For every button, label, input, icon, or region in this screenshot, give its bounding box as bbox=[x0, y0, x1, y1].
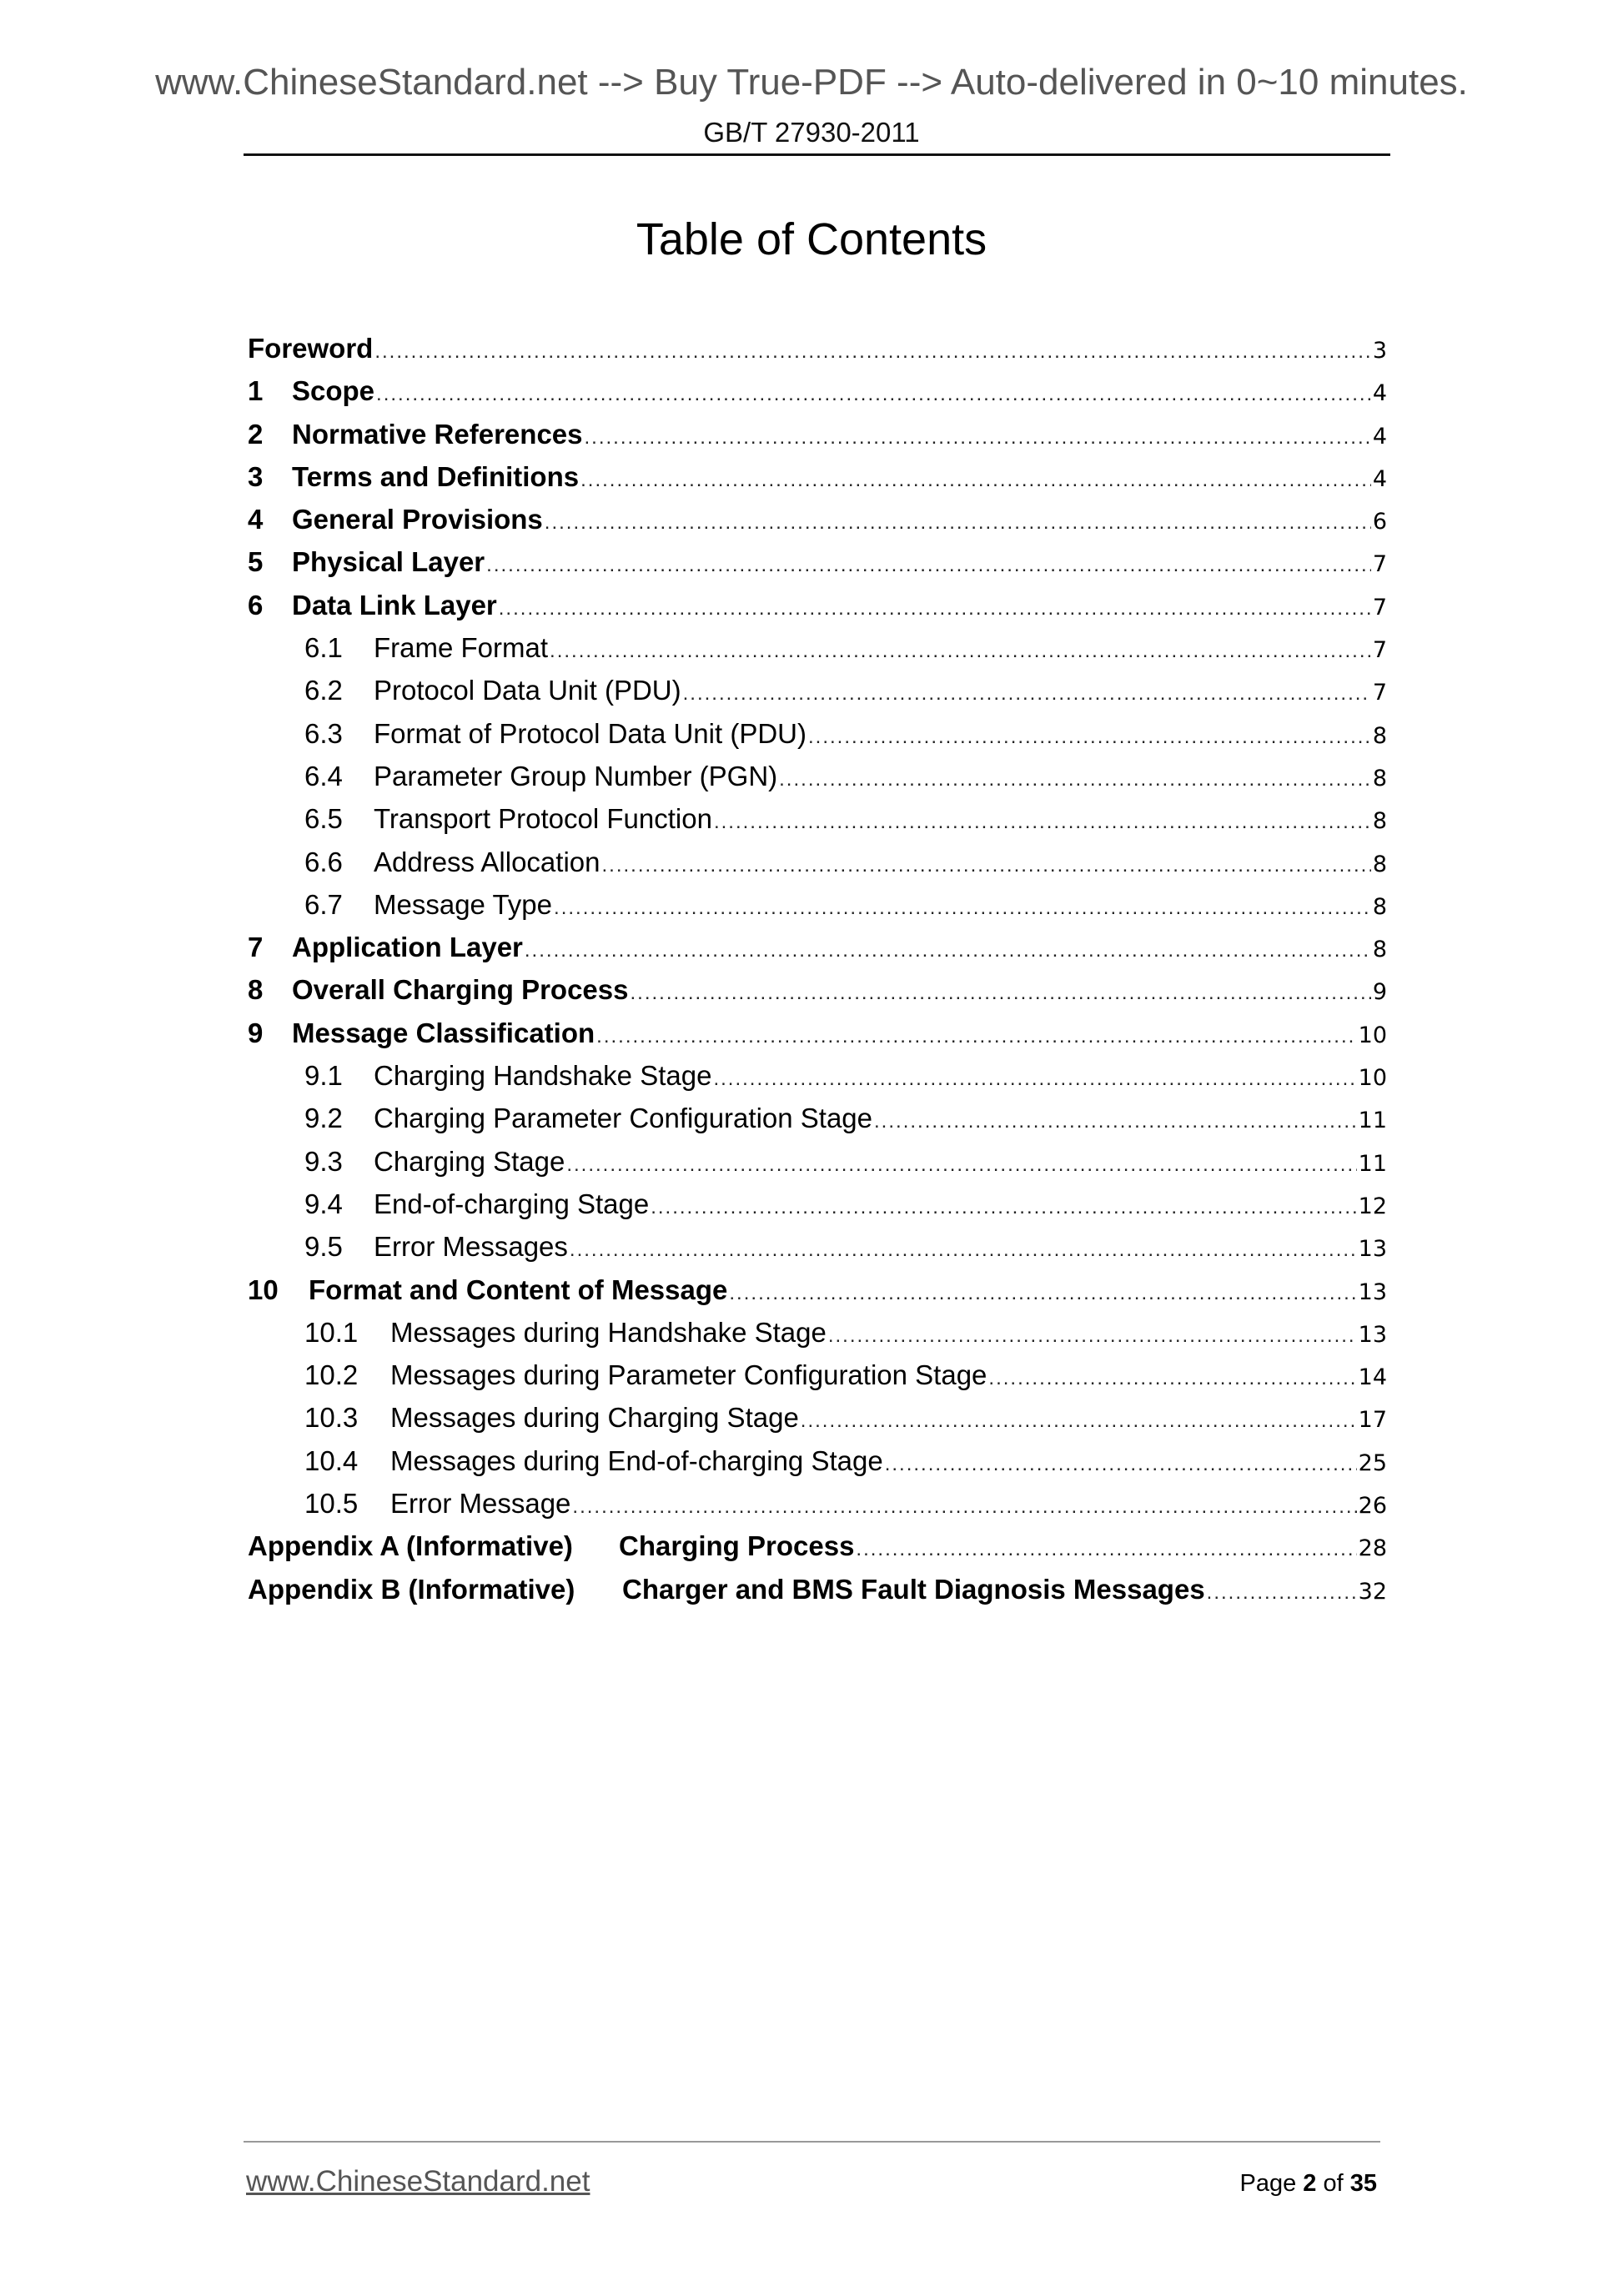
toc-leader-dots bbox=[376, 369, 1371, 415]
toc-entry-page: 4 bbox=[1372, 465, 1387, 492]
toc-leader-dots bbox=[486, 540, 1371, 586]
toc-entry[interactable] bbox=[248, 1140, 1387, 1183]
toc-leader-dots bbox=[570, 1225, 1357, 1271]
page-prefix: Page bbox=[1239, 2170, 1297, 2197]
document-id: GB/T 27930-2011 bbox=[703, 117, 920, 148]
toc-leader-dots bbox=[374, 327, 1370, 373]
header-banner: www.ChineseStandard.net --> Buy True-PDF --> Auto-delivered in 0~10 minutes. bbox=[155, 62, 1468, 103]
toc-leader-dots bbox=[566, 1140, 1356, 1186]
toc-entry[interactable] bbox=[248, 797, 1387, 840]
toc-leader-dots bbox=[713, 1054, 1356, 1100]
toc-leader-dots bbox=[988, 1354, 1356, 1399]
toc-entry-number: 6.1 bbox=[304, 632, 343, 664]
toc-entry[interactable] bbox=[248, 755, 1387, 797]
page-title: Table of Contents bbox=[636, 214, 987, 264]
toc-entry-label: Data Link Layer bbox=[292, 589, 497, 620]
toc-entry[interactable] bbox=[248, 1012, 1387, 1054]
toc-entry[interactable] bbox=[248, 669, 1387, 711]
toc-entry[interactable] bbox=[248, 1269, 1387, 1311]
toc-entry[interactable] bbox=[248, 1311, 1387, 1354]
toc-leader-dots bbox=[808, 712, 1371, 758]
toc-entry-page: 32 bbox=[1358, 1578, 1387, 1605]
toc-entry-page: 7 bbox=[1372, 594, 1387, 620]
toc-entry-number: 10.2 bbox=[304, 1359, 359, 1391]
toc-entry-number: 5 bbox=[248, 546, 264, 578]
toc-entry-label: Application Layer bbox=[292, 932, 523, 963]
footer-divider bbox=[244, 2141, 1380, 2143]
toc-entry-page: 10 bbox=[1358, 1065, 1387, 1092]
toc-entry[interactable] bbox=[248, 712, 1387, 755]
toc-entry-label: Charging Stage bbox=[374, 1145, 565, 1177]
toc-leader-dots bbox=[1207, 1568, 1357, 1614]
toc-entry-number: 6 bbox=[248, 589, 264, 620]
toc-entry-page: 13 bbox=[1358, 1321, 1387, 1348]
toc-leader-dots bbox=[714, 797, 1371, 843]
toc-entry-label: Transport Protocol Function bbox=[374, 803, 712, 835]
footer-website-link[interactable]: www.ChineseStandard.net bbox=[246, 2165, 590, 2198]
page-indicator bbox=[1239, 2170, 1377, 2198]
toc-entry-page: 13 bbox=[1358, 1279, 1387, 1305]
toc-entry[interactable] bbox=[248, 327, 1387, 369]
toc-leader-dots bbox=[499, 584, 1371, 630]
toc-entry[interactable] bbox=[248, 626, 1387, 669]
toc-entry-label: Protocol Data Unit (PDU) bbox=[374, 675, 681, 706]
toc-entry-label: General Provisions bbox=[292, 504, 543, 535]
toc-entry-label: Format of Protocol Data Unit (PDU) bbox=[374, 717, 806, 749]
toc-entry-page: 9 bbox=[1372, 979, 1387, 1006]
toc-entry-label: Charger and BMS Fault Diagnosis Messages bbox=[622, 1573, 1205, 1605]
toc-entry-label: Scope bbox=[292, 375, 375, 407]
toc-entry-page: 17 bbox=[1358, 1407, 1387, 1434]
toc-leader-dots bbox=[683, 669, 1371, 715]
toc-entry-number: 6.6 bbox=[304, 846, 343, 877]
toc-entry[interactable] bbox=[248, 883, 1387, 926]
toc-entry-label: Overall Charging Process bbox=[292, 974, 629, 1006]
toc-entry-label: Error Messages bbox=[374, 1231, 568, 1263]
toc-entry-page: 7 bbox=[1372, 680, 1387, 706]
toc-leader-dots bbox=[856, 1525, 1356, 1570]
toc-entry-number: 8 bbox=[248, 974, 264, 1006]
toc-entry-number: 6.4 bbox=[304, 760, 343, 791]
toc-entry-page: 25 bbox=[1358, 1449, 1387, 1476]
toc-entry-page: 12 bbox=[1358, 1193, 1387, 1219]
toc-entry-number: 10 bbox=[248, 1274, 279, 1305]
toc-entry-label: Messages during Parameter Configuration Stage bbox=[390, 1359, 987, 1391]
toc-entry-page: 8 bbox=[1372, 893, 1387, 920]
toc-entry-number: 9.3 bbox=[304, 1145, 343, 1177]
toc-entry-page: 8 bbox=[1372, 765, 1387, 791]
toc-entry[interactable] bbox=[248, 1183, 1387, 1225]
toc-entry-label: Format and Content of Message bbox=[309, 1274, 728, 1305]
toc-entry-page: 28 bbox=[1358, 1535, 1387, 1562]
toc-entry-page: 4 bbox=[1372, 380, 1387, 407]
toc-entry[interactable] bbox=[248, 926, 1387, 968]
toc-entry-label: Charging Handshake Stage bbox=[374, 1060, 712, 1092]
toc-entry[interactable] bbox=[248, 584, 1387, 626]
toc-entry-page: 10 bbox=[1358, 1022, 1387, 1048]
toc-leader-dots bbox=[572, 1482, 1356, 1528]
toc-entry[interactable] bbox=[248, 1439, 1387, 1482]
toc-leader-dots bbox=[801, 1396, 1357, 1442]
page-current: 2 bbox=[1303, 2170, 1317, 2197]
toc-entry[interactable] bbox=[248, 498, 1387, 540]
toc-entry[interactable] bbox=[248, 540, 1387, 583]
toc-entry-label: Parameter Group Number (PGN) bbox=[374, 760, 778, 791]
toc-leader-dots bbox=[602, 841, 1371, 887]
toc-entry[interactable] bbox=[248, 369, 1387, 412]
toc-entry-number: 6.2 bbox=[304, 675, 343, 706]
toc-entry-number: 9.2 bbox=[304, 1103, 343, 1134]
toc-entry-number: 3 bbox=[248, 460, 264, 492]
toc-entry-label: Frame Format bbox=[374, 632, 549, 664]
toc-entry[interactable] bbox=[248, 455, 1387, 498]
toc-leader-dots bbox=[545, 498, 1371, 544]
toc-entry[interactable] bbox=[248, 1482, 1387, 1525]
toc-entry[interactable] bbox=[248, 841, 1387, 883]
toc-entry-page: 3 bbox=[1372, 338, 1387, 364]
toc-entry-page: 8 bbox=[1372, 808, 1387, 835]
toc-entry-number: 10.5 bbox=[304, 1488, 359, 1520]
toc-leader-dots bbox=[596, 1012, 1356, 1058]
toc-leader-dots bbox=[729, 1269, 1356, 1314]
toc-leader-dots bbox=[828, 1311, 1357, 1357]
toc-entry[interactable] bbox=[248, 1396, 1387, 1439]
page-of: of bbox=[1323, 2170, 1344, 2197]
toc-leader-dots bbox=[585, 413, 1371, 459]
toc-entry[interactable] bbox=[248, 968, 1387, 1011]
toc-entry-page: 8 bbox=[1372, 851, 1387, 877]
toc-entry-label: Physical Layer bbox=[292, 546, 485, 578]
toc-entry-label: Messages during End-of-charging Stage bbox=[390, 1444, 883, 1476]
toc-entry-number: Appendix A (Informative) bbox=[248, 1530, 573, 1562]
toc-leader-dots bbox=[580, 455, 1371, 501]
toc-entry-page: 13 bbox=[1358, 1236, 1387, 1263]
toc-leader-dots bbox=[651, 1183, 1356, 1228]
toc-entry-number: 4 bbox=[248, 504, 264, 535]
toc-entry-number: 9.1 bbox=[304, 1060, 343, 1092]
toc-entry-number: 6.7 bbox=[304, 888, 343, 920]
header-divider bbox=[244, 153, 1390, 156]
toc-entry-label: Terms and Definitions bbox=[292, 460, 580, 492]
toc-entry-page: 11 bbox=[1358, 1108, 1387, 1134]
table-of-contents bbox=[248, 327, 1387, 1610]
toc-entry-label: Messages during Charging Stage bbox=[390, 1402, 799, 1434]
toc-entry-page: 6 bbox=[1372, 509, 1387, 535]
toc-entry[interactable] bbox=[248, 1568, 1387, 1610]
toc-entry-page: 26 bbox=[1358, 1493, 1387, 1520]
toc-entry-label: End-of-charging Stage bbox=[374, 1188, 650, 1219]
toc-entry-label: Messages during Handshake Stage bbox=[390, 1316, 827, 1348]
toc-leader-dots bbox=[631, 968, 1371, 1014]
toc-entry-number: 9.5 bbox=[304, 1231, 343, 1263]
toc-entry-page: 4 bbox=[1372, 423, 1387, 450]
toc-entry-label: Charging Parameter Configuration Stage bbox=[374, 1103, 873, 1134]
toc-entry-number: 6.3 bbox=[304, 717, 343, 749]
toc-entry-label: Foreword bbox=[248, 333, 374, 364]
page-total: 35 bbox=[1349, 2170, 1377, 2197]
toc-entry-label: Charging Process bbox=[619, 1530, 855, 1562]
toc-leader-dots bbox=[525, 926, 1371, 972]
toc-leader-dots bbox=[885, 1439, 1357, 1485]
toc-entry-page: 8 bbox=[1372, 937, 1387, 963]
toc-entry-label: Address Allocation bbox=[374, 846, 600, 877]
toc-entry-number: 7 bbox=[248, 932, 264, 963]
toc-entry-number: 2 bbox=[248, 418, 264, 450]
toc-entry[interactable] bbox=[248, 1054, 1387, 1097]
toc-entry-label: Normative References bbox=[292, 418, 583, 450]
toc-entry[interactable] bbox=[248, 1354, 1387, 1396]
toc-entry-page: 8 bbox=[1372, 722, 1387, 749]
toc-leader-dots bbox=[874, 1097, 1357, 1143]
toc-entry[interactable] bbox=[248, 413, 1387, 455]
toc-entry-page: 11 bbox=[1358, 1150, 1387, 1177]
toc-entry-label: Message Classification bbox=[292, 1017, 595, 1048]
toc-entry-page: 14 bbox=[1358, 1364, 1387, 1391]
toc-leader-dots bbox=[554, 883, 1371, 929]
toc-entry-page: 7 bbox=[1372, 551, 1387, 578]
toc-entry-label: Error Message bbox=[390, 1488, 571, 1520]
toc-entry-number: 10.1 bbox=[304, 1316, 359, 1348]
toc-entry[interactable] bbox=[248, 1225, 1387, 1268]
toc-entry-page: 7 bbox=[1372, 637, 1387, 664]
toc-entry-number: 9.4 bbox=[304, 1188, 343, 1219]
toc-entry-number: 10.3 bbox=[304, 1402, 359, 1434]
toc-entry-number: 1 bbox=[248, 375, 264, 407]
toc-entry-label: Message Type bbox=[374, 888, 553, 920]
toc-entry-number: 6.5 bbox=[304, 803, 343, 835]
toc-entry[interactable] bbox=[248, 1097, 1387, 1139]
toc-leader-dots bbox=[779, 755, 1371, 801]
toc-entry-number: 9 bbox=[248, 1017, 264, 1048]
toc-entry-number: Appendix B (Informative) bbox=[248, 1573, 575, 1605]
toc-entry-number: 10.4 bbox=[304, 1444, 359, 1476]
toc-entry[interactable] bbox=[248, 1525, 1387, 1567]
toc-leader-dots bbox=[550, 626, 1371, 672]
